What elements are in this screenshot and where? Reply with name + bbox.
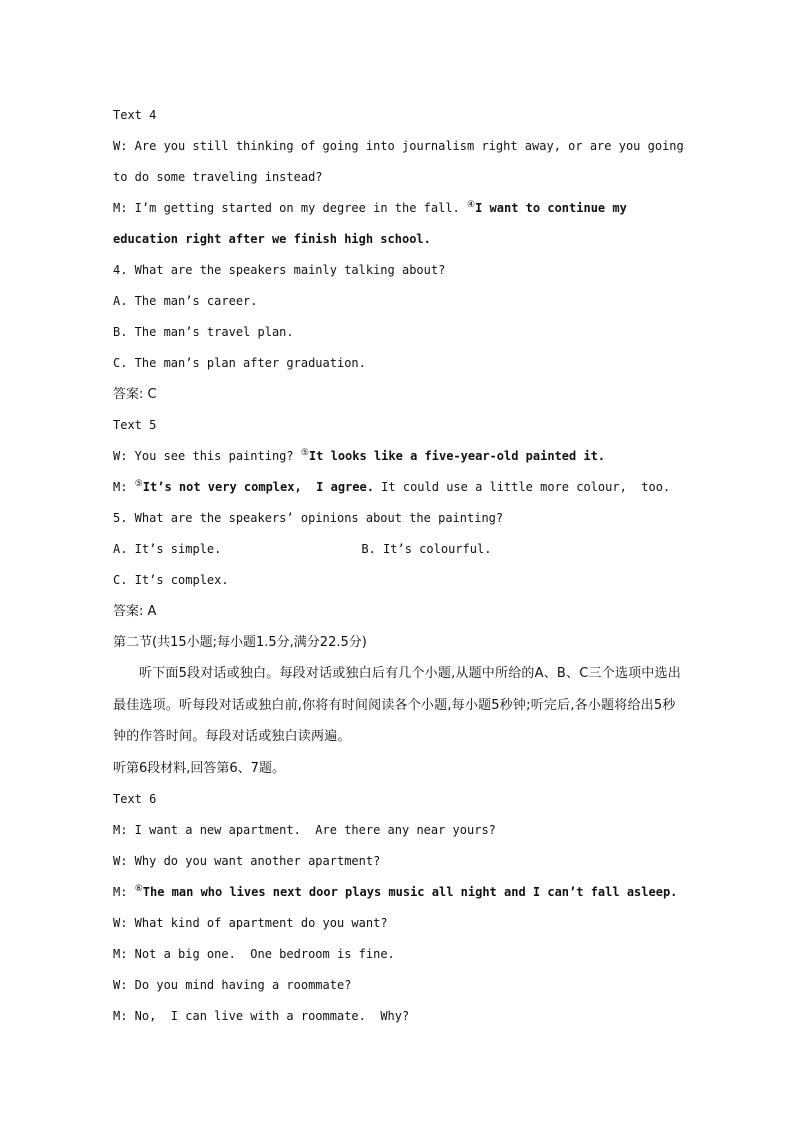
key-sentence: The man who lives next door plays music all night and I can’t fall asleep. [142, 884, 678, 899]
question-5-option-c: C. It’s complex. [113, 573, 229, 587]
question-4-answer: 答案: C [113, 387, 157, 402]
dialogue-text: What kind of apartment do you want? [127, 915, 388, 930]
question-5-option-b: B. It’s colourful. [361, 542, 492, 556]
speaker-label: M: [113, 946, 128, 961]
speaker-label: M: [113, 1008, 128, 1023]
speaker-label: M: [113, 480, 128, 494]
text5-heading: Text 5 [113, 418, 157, 432]
text6-dialogue-6 [113, 970, 685, 1001]
text6-dialogue-5 [113, 939, 685, 970]
text4-dialogue-w1 [113, 131, 685, 193]
dialogue-text: I’m getting started on my degree in the fall. [127, 201, 468, 215]
dialogue-text: Do you mind having a roommate? [127, 977, 352, 992]
circled-number-marker: ⑤ [300, 448, 309, 458]
key-sentence: I want to continue my education right after we finish high school. [113, 201, 627, 246]
speaker-label: M: [113, 884, 128, 899]
dialogue-text: It could use a little more colour, too. [373, 480, 671, 494]
text6-heading: Text 6 [113, 791, 157, 806]
text6-dialogue-4 [113, 908, 685, 939]
text4-heading: Text 4 [113, 108, 157, 122]
dialogue-text: Not a big one. One bedroom is fine. [127, 946, 395, 961]
dialogue-text: You see this painting? [127, 449, 301, 463]
section-instructions: 听下面5段对话或独白。每段对话或独白后有几个小题,从题中所给的A、B、C三个选项中选出最佳选项。听每段对话或独白前,你将有时间阅读各个小题,每小题5秒钟;听完后,各小题将给出5秒钟的作答时间。每段对话或独白读两遍。 [113, 666, 681, 744]
speaker-label: W: [113, 853, 128, 868]
text6-dialogue-2 [113, 846, 685, 877]
question-5-option-a: A. It’s simple. [113, 542, 222, 556]
document-page [113, 100, 685, 1032]
circled-number-marker: ④ [467, 200, 476, 210]
question-5-answer: 答案: A [113, 604, 157, 619]
section-title: 第二节(共15小题;每小题1.5分,满分22.5分) [113, 635, 367, 650]
listen-note: 听第6段材料,回答第6、7题。 [113, 760, 285, 776]
text6-dialogue-7 [113, 1001, 685, 1032]
question-4-option-c: C. The man’s plan after graduation. [113, 356, 366, 370]
speaker-label: W: [113, 915, 128, 930]
speaker-label: W: [113, 977, 128, 992]
text6-dialogue-1 [113, 815, 685, 846]
circled-number-marker: ⑥ [134, 883, 143, 894]
dialogue-text: I want a new apartment. Are there any near yours? [127, 822, 496, 837]
text6-dialogue-3 [113, 877, 685, 908]
question-5-options-row [113, 534, 685, 565]
speaker-label: M: [113, 822, 128, 837]
text4-dialogue-m1 [113, 193, 685, 255]
dialogue-text: Are you still thinking of going into journalism right away, or are you going to do some traveling instead? [113, 139, 684, 184]
question-4-option-a: A. The man’s career. [113, 294, 258, 308]
key-sentence: It’s not very complex, I agree. [142, 480, 374, 494]
question-4-option-b: B. The man’s travel plan. [113, 325, 294, 339]
question-4: 4. What are the speakers mainly talking about? [113, 263, 446, 277]
speaker-label: W: [113, 139, 128, 153]
key-sentence: It looks like a five-year-old painted it. [308, 449, 606, 463]
text5-dialogue-m1 [113, 472, 685, 503]
speaker-label: M: [113, 201, 128, 215]
circled-number-marker: ⑤ [134, 479, 143, 489]
dialogue-text: No, I can live with a roommate. Why? [127, 1008, 410, 1023]
question-5: 5. What are the speakers’ opinions about the painting? [113, 511, 504, 525]
text5-dialogue-w1 [113, 441, 685, 472]
dialogue-text: Why do you want another apartment? [127, 853, 381, 868]
speaker-label: W: [113, 449, 128, 463]
